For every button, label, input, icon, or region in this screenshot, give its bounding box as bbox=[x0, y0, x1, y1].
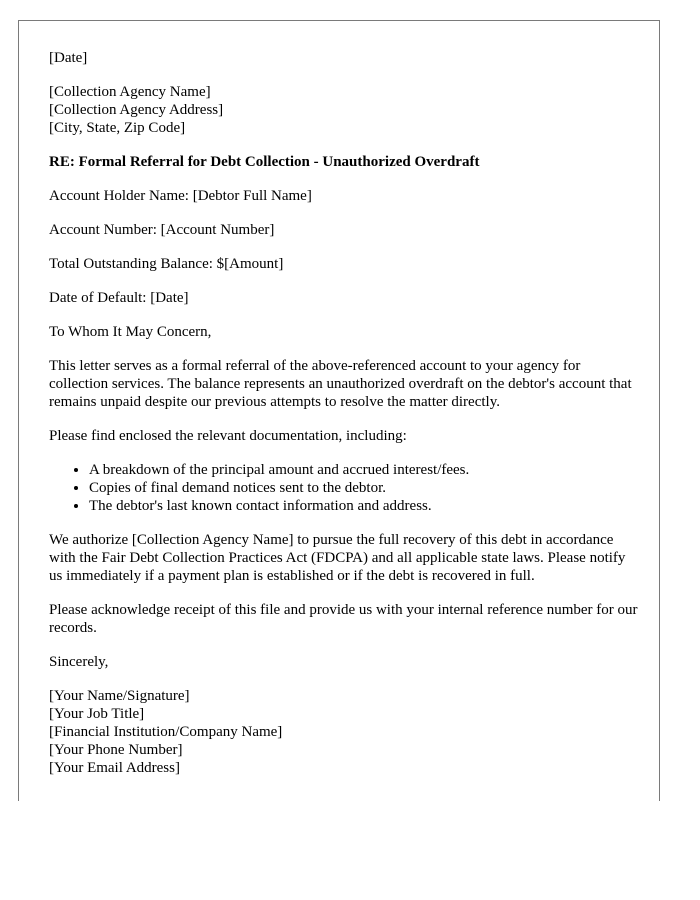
enclosure-list bbox=[49, 461, 639, 515]
signature-title: [Your Job Title] bbox=[49, 706, 145, 722]
recipient-address-line: [Collection Agency Address] bbox=[49, 102, 224, 118]
authorization-paragraph: We authorize [Collection Agency Name] to pursue the full recovery of this debt in accordance with the Fair Debt Collection Practices Act (FDCPA) and all applicable state laws. Please notify us immediately if a payment plan is established or if the debt is recovered in full. bbox=[49, 532, 626, 584]
signature-name: [Your Name/Signature] bbox=[49, 688, 190, 704]
signature-company: [Financial Institution/Company Name] bbox=[49, 724, 283, 740]
letter-content bbox=[49, 49, 639, 777]
account-number: Account Number: [Account Number] bbox=[49, 222, 275, 238]
enclosed-intro: Please find enclosed the relevant documentation, including: bbox=[49, 428, 407, 444]
outstanding-balance: Total Outstanding Balance: $[Amount] bbox=[49, 256, 284, 272]
recipient-address bbox=[49, 83, 639, 137]
subject-line: RE: Formal Referral for Debt Collection - Unauthorized Overdraft bbox=[49, 154, 480, 170]
recipient-city-state-zip: [City, State, Zip Code] bbox=[49, 120, 186, 136]
closing: Sincerely, bbox=[49, 654, 109, 670]
enclosure-item: • The debtor's last known contact information and address. bbox=[89, 497, 639, 515]
default-date: Date of Default: [Date] bbox=[49, 290, 189, 306]
letter-page bbox=[18, 20, 660, 801]
recipient-name: [Collection Agency Name] bbox=[49, 84, 211, 100]
enclosure-item: • A breakdown of the principal amount and accrued interest/fees. bbox=[89, 461, 639, 479]
salutation: To Whom It May Concern, bbox=[49, 324, 212, 340]
account-holder-name: Account Holder Name: [Debtor Full Name] bbox=[49, 188, 312, 204]
intro-paragraph: This letter serves as a formal referral of the above-referenced account to your agency for collection services. The balance represents an unauthorized overdraft on the debtor's account that remains unpaid despite our previous attempts to resolve the matter directly. bbox=[49, 358, 632, 410]
signature-block bbox=[49, 687, 639, 777]
signature-email: [Your Email Address] bbox=[49, 760, 180, 776]
acknowledge-paragraph: Please acknowledge receipt of this file and provide us with your internal reference number for our records. bbox=[49, 602, 638, 636]
enclosure-item: • Copies of final demand notices sent to the debtor. bbox=[89, 479, 639, 497]
letter-date: [Date] bbox=[49, 50, 88, 66]
signature-phone: [Your Phone Number] bbox=[49, 742, 183, 758]
